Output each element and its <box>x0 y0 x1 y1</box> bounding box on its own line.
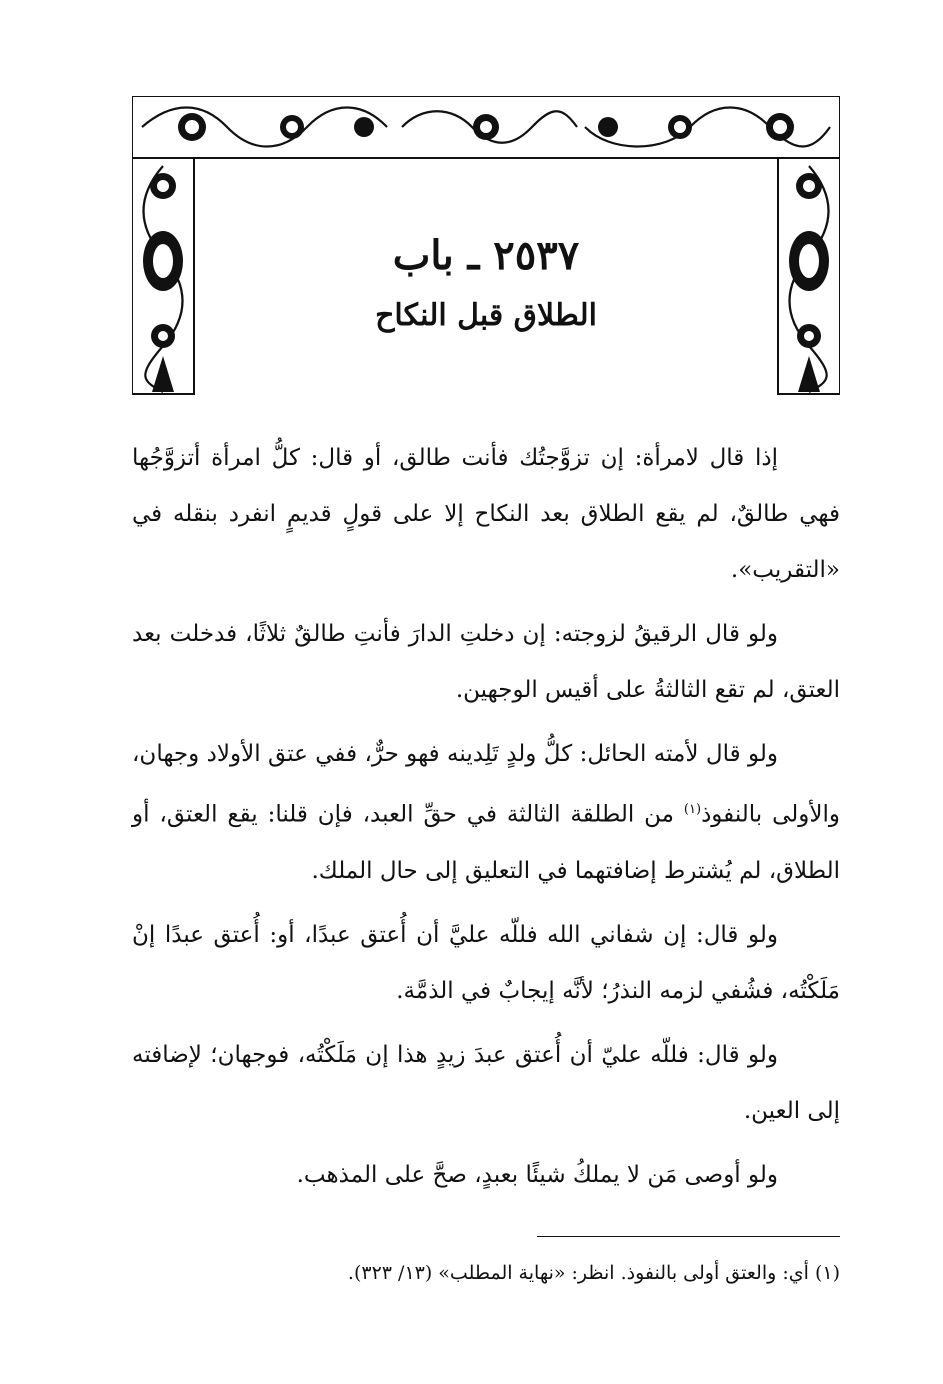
paragraph-3 <box>132 726 840 899</box>
paragraph-3-text-before: ولو قال لأمته الحائل: كلُّ ولدٍ تَلِدينه فهو حرٌّ، ففي عتق الأولاد وجهان، والأولى بالنفوذ <box>132 741 840 828</box>
paragraph-2: ولو قال الرقيقُ لزوجته: إن دخلتِ الدارَ فأنتِ طالقٌ ثلاثًا، فدخلت بعد العتق، لم تقع الثالثةُ على أقيس الوجهين. <box>132 621 840 703</box>
paragraph-3-text-after: من الطلقة الثالثة في حقِّ العبد، فإن قلنا: يقع العتق، أو الطلاق، لم يُشترط إضافتهما في التعليق إلى حال الملك. <box>132 801 840 884</box>
footnote-reference-marker: (١) <box>683 802 702 817</box>
paragraph-6: ولو أوصى مَن لا يملكُ شيئًا بعبدٍ، صحَّ على المذهب. <box>296 1161 778 1188</box>
footnote-text: أي: والعتق أولى بالنفوذ. انظر: «نهاية المطلب» (١٣/ ٣٢٣). <box>347 1262 809 1284</box>
chapter-number-label: ٢٥٣٧ ـ باب <box>392 232 580 279</box>
body-text <box>132 430 840 1211</box>
paragraph-4: ولو قال: إن شفاني الله فللّه عليَّ أن أُعتق عبدًا، أو: أُعتق عبدًا إنْ مَلَكْتُه، فشُفي لزمه النذرُ؛ لأنَّه إيجابٌ في الذمَّة. <box>132 921 840 1004</box>
footnote-separator-rule <box>537 1236 840 1237</box>
paragraph-1: إذا قال لامرأة: إن تزوَّجتُك فأنت طالق، أو قال: كلُّ امرأة أتزوَّجُها فهي طالقٌ، لم يقع الطلاق بعد النكاح إلا على قولٍ قديمٍ انفرد بنقله في «التقريب». <box>132 445 840 583</box>
footnote <box>132 1258 840 1288</box>
footnote-marker: (١) <box>814 1262 840 1284</box>
paragraph-5: ولو قال: فللّه عليّ أن أُعتق عبدَ زيدٍ هذا إن مَلَكْتُه، فوجهان؛ لإضافته إلى العين. <box>132 1041 840 1124</box>
chapter-title: الطلاق قبل النكاح <box>375 298 597 333</box>
chapter-heading <box>132 228 840 338</box>
